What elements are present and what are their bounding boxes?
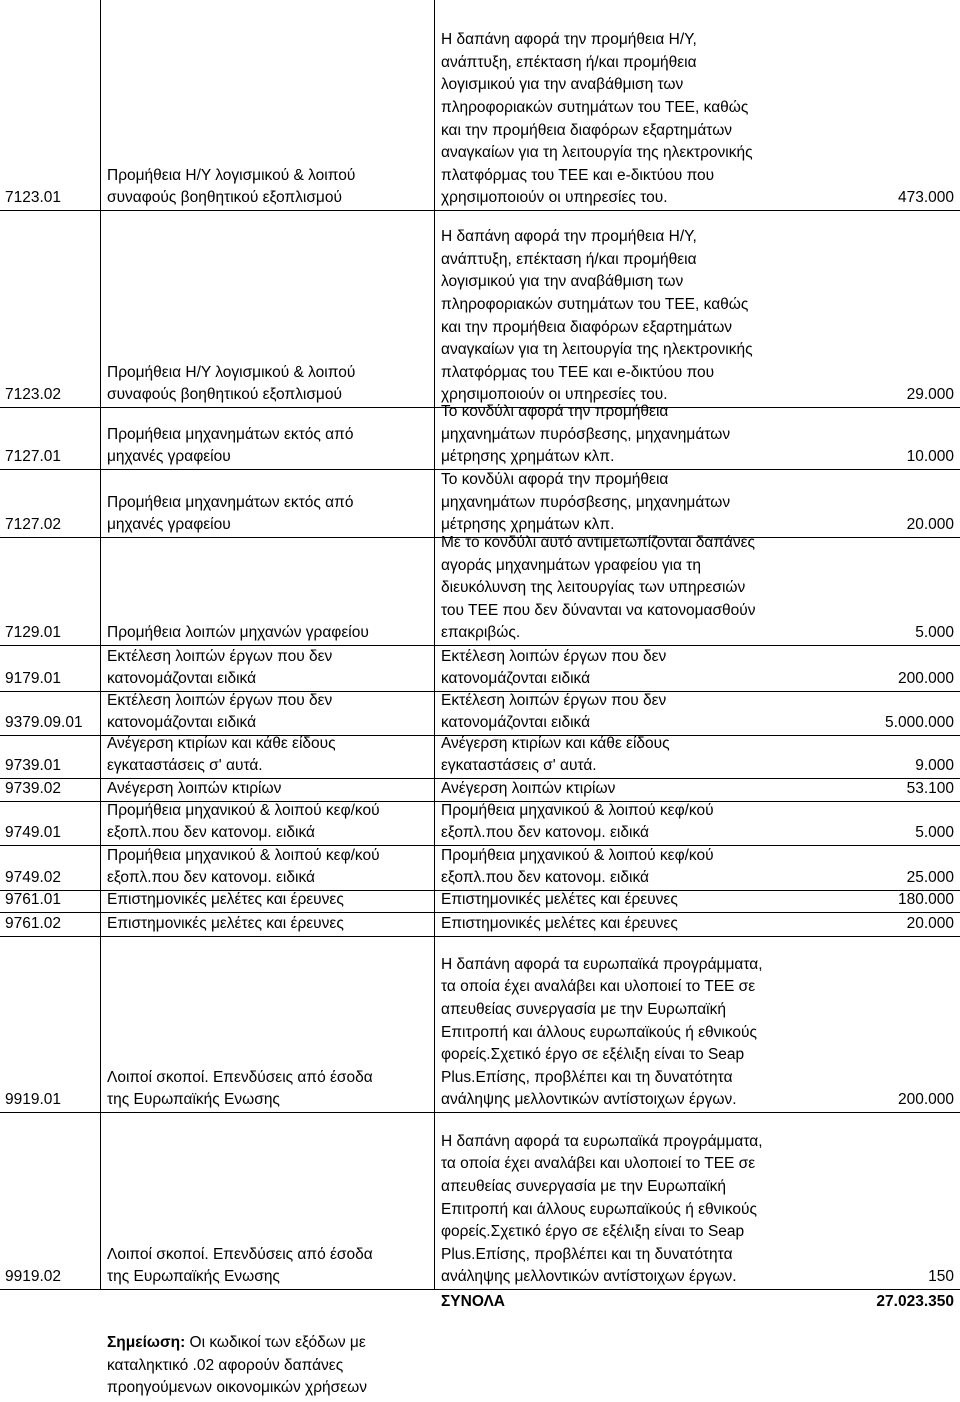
- row-amount: 29.000: [906, 386, 954, 404]
- row-amount: 5.000: [915, 624, 954, 642]
- row-description: Εκτέλεση λοιπών έργων που δεν κατονομάζονται ειδικά: [441, 691, 667, 732]
- table-row: [0, 646, 960, 692]
- row-title: Λοιποί σκοποί. Επενδύσεις από έσοδα της Ευρωπαϊκής Ενωσης: [107, 1245, 373, 1286]
- row-code: 9749.02: [5, 869, 62, 887]
- table-row: [0, 692, 960, 736]
- row-title: Εκτέλεση λοιπών έργων που δεν κατονομάζονται ειδικά: [107, 647, 333, 688]
- row-code: 7127.01: [5, 448, 62, 466]
- row-title: Λοιποί σκοποί. Επενδύσεις από έσοδα της Ευρωπαϊκής Ενωσης: [107, 1068, 373, 1109]
- footnote: [107, 1332, 437, 1400]
- row-title: Προμήθεια Η/Υ λογισμικού & λοιπού συναφούς βοηθητικού εξοπλισμού: [107, 363, 356, 404]
- row-description: Με το κονδύλι αυτό αντιμετωπίζονται δαπάνες αγοράς μηχανημάτων γραφείου για τη διευκόλυνση της λειτουργίας των υπηρεσιών του ΤΕΕ που δεν δύνανται να κατονομασθούν επακριβώς.: [441, 534, 756, 642]
- footnote-label: Σημείωση:: [107, 1334, 186, 1351]
- table-row: [0, 846, 960, 891]
- row-amount: 200.000: [897, 1091, 954, 1109]
- totals-label: ΣΥΝΟΛΑ: [441, 1293, 506, 1310]
- row-description: Το κονδύλι αφορά την προμήθεια μηχανημάτων πυρόσβεσης, μηχανημάτων μέτρησης χρημάτων κλπ.: [441, 471, 731, 534]
- row-amount: 473.000: [897, 189, 954, 207]
- row-code: 9919.01: [5, 1091, 62, 1109]
- row-amount: 150: [928, 1268, 954, 1286]
- table-row: [0, 0, 960, 211]
- totals-row: [0, 1290, 960, 1313]
- row-description: Η δαπάνη αφορά τα ευρωπαϊκά προγράμματα, τα οποία έχει αναλάβει και υλοποιεί το ΤΕΕ σε απευθείας συνεργασία με την Ευρωπαϊκή Επιτροπή και άλλους ευρωπαϊκούς ή εθνικούς φορείς.Σχετικό έργο σε εξέλιξη είναι το Seap Plus.Επίσης, προβλέπει και τη δυνατότητα ανάληψης μελλοντικών αντίστοιχων έργων.: [441, 955, 763, 1109]
- table-row: [0, 470, 960, 538]
- footnote-text: Οι κωδικοί των εξόδων με καταληκτικό .02 αφορούν δαπάνες προηγούμενων οικονομικών χρήσεων: [107, 1334, 367, 1397]
- table-row: [0, 779, 960, 802]
- row-code: 9749.01: [5, 824, 62, 842]
- row-title: Ανέγερση λοιπών κτιρίων: [107, 780, 282, 798]
- row-title: Προμήθεια Η/Υ λογισμικού & λοιπού συναφούς βοηθητικού εξοπλισμού: [107, 166, 356, 207]
- table-row: [0, 534, 960, 646]
- row-description: Προμήθεια μηχανικού & λοιπού κεφ/κού εξοπλ.που δεν κατονομ. ειδικά: [441, 801, 714, 842]
- table-row: [0, 937, 960, 1113]
- row-title: Προμήθεια μηχανημάτων εκτός από μηχανές γραφείου: [107, 493, 354, 534]
- row-description: Προμήθεια μηχανικού & λοιπού κεφ/κού εξοπλ.που δεν κατονομ. ειδικά: [441, 846, 714, 887]
- row-title: Προμήθεια μηχανικού & λοιπού κεφ/κού εξοπλ.που δεν κατονομ. ειδικά: [107, 846, 380, 887]
- row-code: 9739.01: [5, 757, 62, 775]
- row-code: 7129.01: [5, 624, 62, 642]
- table-row: [0, 1113, 960, 1290]
- row-code: 9739.02: [5, 780, 62, 798]
- row-description: Εκτέλεση λοιπών έργων που δεν κατονομάζονται ειδικά: [441, 647, 667, 688]
- row-description: Η δαπάνη αφορά τα ευρωπαϊκά προγράμματα, τα οποία έχει αναλάβει και υλοποιεί το ΤΕΕ σε απευθείας συνεργασία με την Ευρωπαϊκή Επιτροπή και άλλους ευρωπαϊκούς ή εθνικούς φορείς.Σχετικό έργο σε εξέλιξη είναι το Seap Plus.Επίσης, προβλέπει και τη δυνατότητα ανάληψης μελλοντικών αντίστοιχων έργων.: [441, 1132, 763, 1286]
- table-row: [0, 913, 960, 937]
- row-code: 7123.02: [5, 386, 62, 404]
- row-title: Εκτέλεση λοιπών έργων που δεν κατονομάζονται ειδικά: [107, 691, 333, 732]
- table-row: [0, 891, 960, 913]
- row-description: Ανέγερση λοιπών κτιρίων: [441, 780, 616, 798]
- row-description: Η δαπάνη αφορά την προμήθεια Η/Υ, ανάπτυξη, επέκταση ή/και προμήθεια λογισμικού για την αναβάθμιση των πληροφοριακών συτημάτων του ΤΕΕ, καθώς και την προμήθεια διαφόρων εξαρτημάτων αναγκαίων για τη λειτουργία της ηλεκτρονικής πλατφόρμας του ΤΕΕ και e-δικτύου που χρησιμοποιούν οι υπηρεσίες του.: [441, 228, 753, 404]
- row-amount: 180.000: [897, 891, 954, 909]
- row-description: Επιστημονικές μελέτες και έρευνες: [441, 915, 678, 933]
- row-title: Επιστημονικές μελέτες και έρευνες: [107, 891, 344, 909]
- row-code: 9919.02: [5, 1268, 62, 1286]
- row-amount: 9.000: [915, 757, 954, 775]
- row-amount: 200.000: [897, 670, 954, 688]
- row-amount: 20.000: [906, 516, 954, 534]
- row-amount: 5.000: [915, 824, 954, 842]
- table-row: [0, 403, 960, 470]
- row-code: 7123.01: [5, 189, 62, 207]
- row-code: 9761.02: [5, 915, 62, 933]
- row-title: Προμήθεια λοιπών μηχανών γραφείου: [107, 624, 369, 642]
- row-amount: 5.000.000: [885, 714, 954, 732]
- row-description: Το κονδύλι αφορά την προμήθεια μηχανημάτων πυρόσβεσης, μηχανημάτων μέτρησης χρημάτων κλπ.: [441, 403, 731, 466]
- row-description: Ανέγερση κτιρίων και κάθε είδους εγκαταστάσεις σ' αυτά.: [441, 734, 670, 775]
- row-code: 7127.02: [5, 516, 62, 534]
- row-description: Επιστημονικές μελέτες και έρευνες: [441, 891, 678, 909]
- row-title: Προμήθεια μηχανικού & λοιπού κεφ/κού εξοπλ.που δεν κατονομ. ειδικά: [107, 801, 380, 842]
- row-amount: 20.000: [906, 915, 954, 933]
- row-code: 9761.01: [5, 891, 62, 909]
- row-amount: 53.100: [906, 780, 954, 798]
- table-row: [0, 802, 960, 846]
- row-amount: 10.000: [906, 448, 954, 466]
- row-code: 9379.09.01: [5, 714, 83, 732]
- totals-value: 27.023.350: [876, 1293, 954, 1310]
- row-description: Η δαπάνη αφορά την προμήθεια Η/Υ, ανάπτυξη, επέκταση ή/και προμήθεια λογισμικού για την αναβάθμιση των πληροφοριακών συτημάτων του ΤΕΕ, καθώς και την προμήθεια διαφόρων εξαρτημάτων αναγκαίων για τη λειτουργία της ηλεκτρονικής πλατφόρμας του ΤΕΕ και e-δικτύου που χρησιμοποιούν οι υπηρεσίες του.: [441, 31, 753, 207]
- row-title: Ανέγερση κτιρίων και κάθε είδους εγκαταστάσεις σ' αυτά.: [107, 734, 336, 775]
- table-row: [0, 736, 960, 779]
- row-title: Επιστημονικές μελέτες και έρευνες: [107, 915, 344, 933]
- row-title: Προμήθεια μηχανημάτων εκτός από μηχανές γραφείου: [107, 425, 354, 466]
- row-code: 9179.01: [5, 670, 62, 688]
- table-row: [0, 211, 960, 408]
- row-amount: 25.000: [906, 869, 954, 887]
